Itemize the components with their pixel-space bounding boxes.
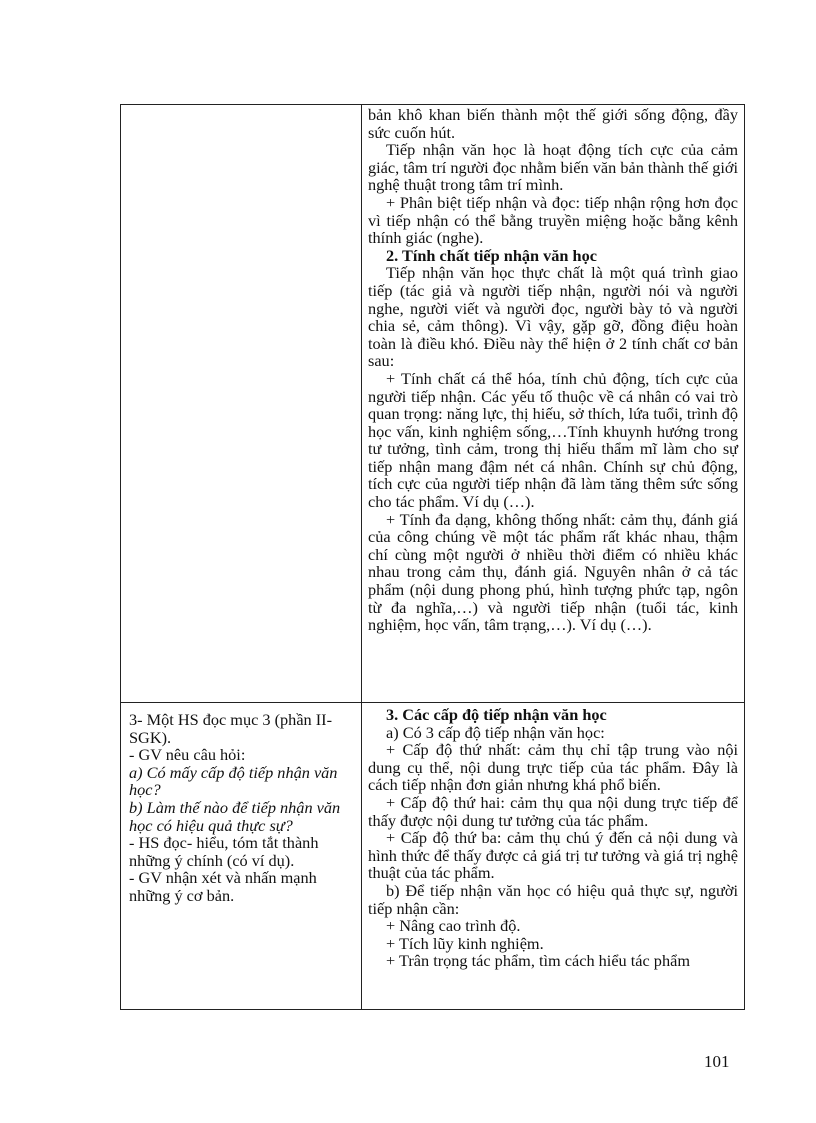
content-text	[362, 105, 744, 634]
question: a) Có mấy cấp độ tiếp nhận văn học?	[129, 762, 338, 800]
content-cell	[362, 105, 745, 703]
section-heading: 2. Tính chất tiếp nhận văn học	[386, 245, 597, 265]
content-text	[362, 703, 744, 970]
paragraph: - GV nêu câu hỏi:	[129, 745, 246, 765]
page-number: 101	[704, 1052, 730, 1071]
content-cell	[362, 703, 745, 1010]
paragraph: + Cấp độ thứ ba: cảm thụ chú ý đến cả nội dung và hình thức để thấy được cả giá trị tư tưởng và giá trị nghệ thuật của tác phẩm.	[368, 828, 738, 883]
section-heading: 3. Các cấp độ tiếp nhận văn học	[386, 705, 607, 724]
paragraph: - HS đọc- hiểu, tóm tắt thành những ý chính (có ví dụ).	[129, 833, 319, 870]
paragraph: + Nâng cao trình độ.	[386, 916, 521, 936]
paragraph: 3- Một HS đọc mục 3 (phần II- SGK).	[129, 710, 333, 747]
activity-cell	[121, 703, 362, 1010]
paragraph: + Cấp độ thứ hai: cảm thụ qua nội dung trực tiếp để thấy được nội dung tư tưởng của tác phẩm.	[368, 792, 738, 830]
paragraph: bản khô khan biến thành một thế giới sống động, đầy sức cuốn hút.	[368, 105, 738, 142]
paragraph: + Phân biệt tiếp nhận và đọc: tiếp nhận rộng hơn đọc vì tiếp nhận có thể bằng truyền miệng hoặc bằng kênh thính giác (nghe).	[368, 192, 738, 248]
question: b) Làm thế nào để tiếp nhận văn học có hiệu quả thực sự?	[129, 797, 341, 835]
paragraph: Tiếp nhận văn học thực chất là một quá trình giao tiếp (tác giả và người tiếp nhận, người nói và người nghe, người viết và người đọc, người bày tỏ và người chia sẻ, cảm thông). Vì vậy, gặp gỡ, đồng điệu hoàn toàn là điều khó. Điều này thể hiện ở 2 tính chất cơ bản sau:	[368, 263, 738, 371]
paragraph: + Tính chất cá thể hóa, tính chủ động, tích cực của người tiếp nhận. Các yếu tố thuộc về cá nhân có vai trò quan trọng: năng lực, thị hiếu, sở thích, lứa tuổi, trình độ học vấn, kinh nghiệm sống,…Tính khuynh hướng trong tư tưởng, tình cảm, trong thị hiếu thẩm mĩ làm cho sự tiếp nhận mang đậm nét cá nhân. Chính sự chủ động, tích cực của người tiếp nhận đã làm tăng thêm sức sống cho tác phẩm. Ví dụ (…).	[368, 368, 738, 512]
paragraph: Tiếp nhận văn học là hoạt động tích cực của cảm giác, tâm trí người đọc nhằm biến văn bản thành thế giới nghệ thuật trong tâm trí mình.	[368, 140, 738, 195]
paragraph: b) Để tiếp nhận văn học có hiệu quả thực sự, người tiếp nhận cần:	[368, 880, 738, 918]
paragraph: - GV nhận xét và nhấn mạnh những ý cơ bản.	[129, 868, 317, 905]
activity-cell	[121, 105, 362, 703]
paragraph: a) Có 3 cấp độ tiếp nhận văn học:	[386, 722, 605, 742]
paragraph: + Tính đa dạng, không thống nhất: cảm thụ, đánh giá của công chúng về một tác phẩm rất khác nhau, thậm chí cùng một người ở nhiều thời điểm có nhiều khác nhau trong cảm thụ, đánh giá. Nguyên nhân ở cả tác phẩm (nội dung phong phú, hình tượng phức tạp, ngôn từ đa nghĩa,…) và người tiếp nhận (tuổi tác, kinh nghiệm, học vấn, tâm trạng,…). Ví dụ (…).	[368, 509, 738, 635]
activity-text	[121, 703, 361, 905]
table-row	[121, 105, 745, 703]
paragraph: + Tích lũy kinh nghiệm.	[386, 933, 544, 953]
table-row	[121, 703, 745, 1010]
paragraph: + Cấp độ thứ nhất: cảm thụ chỉ tập trung vào nội dung cụ thể, nội dung trực tiếp của tác phẩm. Đây là cách tiếp nhận đơn giản nhưng khá phổ biến.	[368, 740, 738, 795]
paragraph: + Trân trọng tác phẩm, tìm cách hiểu tác phẩm	[386, 951, 690, 971]
lesson-table	[120, 104, 745, 1010]
